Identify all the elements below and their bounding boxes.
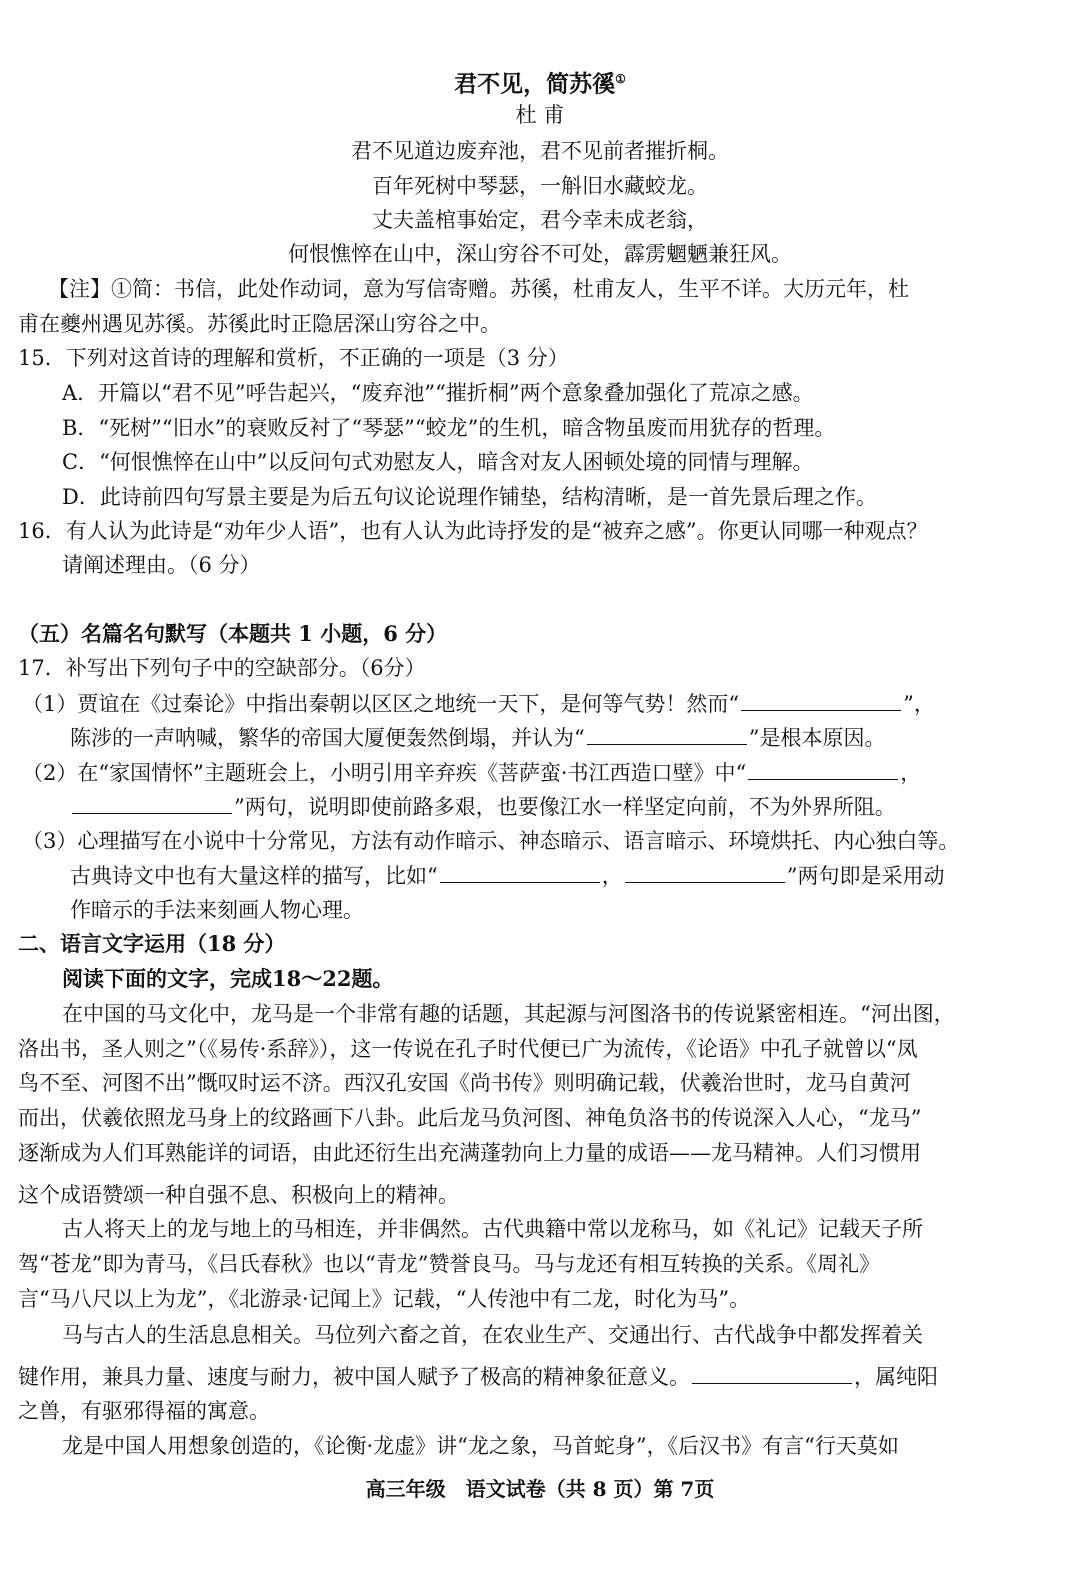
section-heading: （五）名篇名句默写（本题共 1 小题，6 分） bbox=[18, 621, 448, 646]
poem-line: 君不见道边废弃池，君不见前者摧折桐。 bbox=[351, 139, 729, 163]
question-15-stem: 15．下列对这首诗的理解和赏析，不正确的一项是（3 分） bbox=[18, 346, 569, 370]
q17-part1: 陈涉的一声呐喊，繁华的帝国大厦便轰然倒塌，并认为“ ”是根本原因。 bbox=[70, 722, 885, 753]
answer-blank[interactable] bbox=[748, 757, 898, 780]
question-17-stem: 17．补写出下列句子中的空缺部分。（6分） bbox=[18, 656, 426, 680]
question-16-stem: 请阐述理由。（6 分） bbox=[62, 553, 261, 577]
passage-line: 这个成语赞颂一种自强不息、积极向上的精神。 bbox=[18, 1183, 459, 1207]
passage-line: 龙是中国人用想象创造的，《论衡·龙虚》讲“龙之象，马首蛇身”，《后汉书》有言“行天莫如 bbox=[62, 1434, 899, 1458]
passage-line: 驾“苍龙”即为青马，《吕氏春秋》也以“青龙”赞誉良马。马与龙还有相互转换的关系。《周礼》 bbox=[18, 1252, 880, 1276]
q17-part2: ”两句，说明即使前路多艰，也要像江水一样坚定向前，不为外界所阻。 bbox=[70, 791, 896, 822]
poem-line: 丈夫盖棺事始定，君今幸未成老翁， bbox=[372, 208, 708, 232]
answer-blank[interactable] bbox=[72, 791, 232, 814]
answer-blank[interactable] bbox=[692, 1361, 852, 1384]
option-d: D．此诗前四句写景主要是为后五句议论说理作铺垫，结构清晰，是一首先景后理之作。 bbox=[62, 485, 877, 509]
question-16-stem: 16．有人认为此诗是“劝年少人语”，也有人认为此诗抒发的是“被弃之感”。你更认同哪一种观点？ bbox=[18, 519, 928, 543]
passage-line: 之兽，有驱邪得福的寓意。 bbox=[18, 1399, 270, 1423]
poem-title: 君不见，简苏徯① bbox=[454, 70, 626, 98]
passage-line: 键作用，兼具力量、速度与耐力，被中国人赋予了极高的精神象征意义。 ，属纯阳 bbox=[18, 1361, 938, 1392]
poem-line: 何恨憔悴在山中，深山穷谷不可处，霹雳魍魉兼狂风。 bbox=[288, 242, 792, 266]
passage-line: 逐渐成为人们耳熟能详的词语，由此还衍生出充满蓬勃向上力量的成语——龙马精神。人们习惯用 bbox=[18, 1141, 921, 1165]
passage-line: 洛出书，圣人则之”（《易传·系辞》），这一传说在孔子时代便已广为流传，《论语》中孔子就曾以“凤 bbox=[18, 1037, 918, 1061]
answer-blank[interactable] bbox=[625, 860, 785, 883]
passage-line: 古人将天上的龙与地上的马相连，并非偶然。古代典籍中常以龙称马，如《礼记》记载天子所 bbox=[62, 1217, 923, 1241]
passage-line: 鸟不至、河图不出”慨叹时运不济。西汉孔安国《尚书传》则明确记载，伏羲治世时，龙马自黄河 bbox=[18, 1071, 911, 1095]
poem-note: 甫在夔州遇见苏徯。苏徯此时正隐居深山穷谷之中。 bbox=[18, 312, 501, 336]
answer-blank[interactable] bbox=[440, 860, 600, 883]
poem-note: 【注】①简：书信，此处作动词，意为写信寄赠。苏徯，杜甫友人，生平不详。大历元年，杜 bbox=[48, 277, 909, 301]
passage-line: 而出，伏羲依照龙马身上的纹路画下八卦。此后龙马负河图、神龟负洛书的传说深入人心，“龙马” bbox=[18, 1106, 922, 1130]
q17-part1: （1）贾谊在《过秦论》中指出秦朝以区区之地统一天下，是何等气势！然而“ ”， bbox=[22, 688, 935, 719]
passage-line: 马与古人的生活息息相关。马位列六畜之首，在农业生产、交通出行、古代战争中都发挥着关 bbox=[62, 1323, 923, 1347]
reading-instruction: 阅读下面的文字，完成18～22题。 bbox=[62, 966, 394, 991]
option-b: B．“死树”“旧水”的衰败反衬了“琴瑟”“蛟龙”的生机，暗含物虽废而用犹存的哲理。 bbox=[62, 416, 836, 440]
page-footer: 高三年级 语文试卷（共 8 页）第 7页 bbox=[365, 1477, 715, 1501]
q17-part3: 作暗示的手法来刻画人物心理。 bbox=[70, 898, 364, 922]
part-heading: 二、语言文字运用（18 分） bbox=[18, 931, 286, 956]
answer-blank[interactable] bbox=[587, 722, 747, 745]
poem-line: 百年死树中琴瑟，一斛旧水藏蛟龙。 bbox=[372, 174, 708, 198]
answer-blank[interactable] bbox=[741, 688, 901, 711]
q17-part3: （3）心理描写在小说中十分常见，方法有动作暗示、神态暗示、语言暗示、环境烘托、内心独白等。 bbox=[22, 829, 960, 853]
q17-part2: （2）在“家国情怀”主题班会上，小明引用辛弃疾《菩萨蛮·书江西造口壁》中“ ， bbox=[22, 757, 921, 788]
option-a: A．开篇以“君不见”呼告起兴，“废弃池”“摧折桐”两个意象叠加强化了荒凉之感。 bbox=[62, 381, 814, 405]
option-c: C．“何恨憔悴在山中”以反问句式劝慰友人，暗含对友人困顿处境的同情与理解。 bbox=[62, 450, 814, 474]
poem-author: 杜 甫 bbox=[515, 103, 565, 127]
passage-line: 言“马八尺以上为龙”，《北游录·记闻上》记载，“人传池中有二龙，时化为马”。 bbox=[18, 1287, 751, 1311]
q17-part3: 古典诗文中也有大量这样的描写，比如“ ， ”两句即是采用动 bbox=[70, 860, 944, 891]
passage-line: 在中国的马文化中，龙马是一个非常有趣的话题，其起源与河图洛书的传说紧密相连。“河出图， bbox=[62, 1002, 955, 1026]
